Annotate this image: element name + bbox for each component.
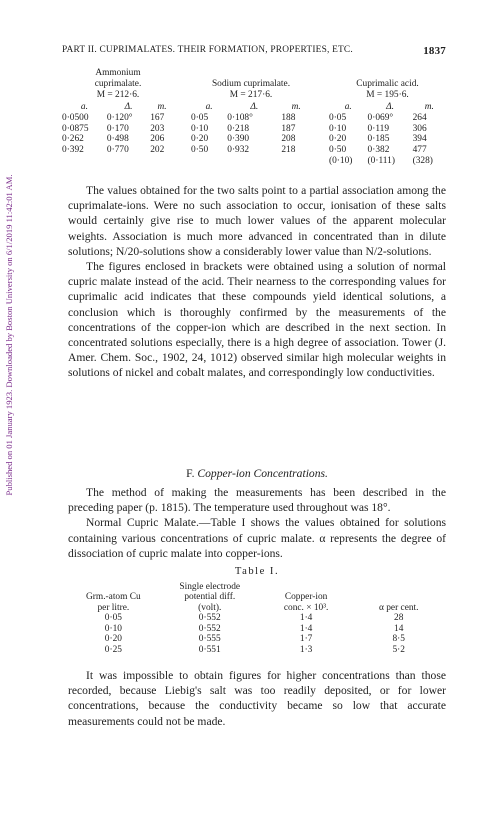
header-row: Grm.-atom Cu potential diff. Copper-ion	[86, 592, 328, 603]
table-row: 0·10 0·119 306	[329, 123, 427, 134]
body-text-3	[68, 668, 446, 729]
table-row: 0·05 0·552 1·4 28	[104, 613, 404, 624]
table-row: 0·10 0·552 1·4 14	[104, 623, 404, 634]
column-headers: a. Δ. m.	[80, 102, 167, 112]
header-row: per litre. (volt). conc. × 10³. α per cent.	[97, 602, 419, 613]
table-caption: Sodium cuprimalate. M = 217·6.	[211, 79, 291, 100]
table-row: 0·262 0·498 206	[62, 134, 165, 145]
paragraph: The method of making the measurements has been described in the preceding paper (p. 1815). The temperature used throughout was 18°.	[68, 486, 446, 515]
table-row: 0·05 0·108° 188	[191, 112, 296, 123]
table-row: 0·0500 0·120° 167	[62, 112, 165, 123]
download-watermark: Published on 01 January 1923. Downloaded by Boston University on 6/1/2019 11:42:01 AM.	[4, 174, 14, 496]
ammonium-cuprimalate-table	[62, 68, 174, 156]
table-row: 0·0875 0·170 203	[62, 123, 165, 134]
cuprimalic-acid-table	[329, 68, 446, 167]
paragraph: It was impossible to obtain figures for higher concentrations than those recorded, because Liebig's salt was too readily deposited, or for lower concentrations, because the conductivity became so low that accurate measurements could not be made.	[68, 669, 446, 728]
header-row: Single electrode	[179, 582, 241, 592]
body-text-1	[68, 183, 446, 381]
table-row: 0·10 0·218 187	[191, 123, 296, 134]
column-headers: a. Δ. m.	[205, 102, 301, 112]
page-number: 1837	[423, 45, 446, 57]
table-caption: Cuprimalic acid. M = 195·6.	[356, 79, 419, 100]
body-text-2	[68, 485, 446, 561]
paragraph: The values obtained for the two salts point to a partial association among the cuprimalate-ions. Were no such association to occur, ionisation of these salts would certainly give rise to much lower values of the apparent molecular weights. Association is much more advanced in concentrated than in dilute solutions; N/20-solutions show a considerably lower value than N/2-solutions.	[68, 184, 446, 258]
paragraph: Normal Cupric Malate.—Table I shows the values obtained for solutions containing various concentrations of cupric malate. α represents the degree of dissociation of cupric malate into copper-ions.	[68, 516, 446, 560]
table-row: 0·20 0·555 1·7 8·5	[104, 634, 405, 645]
table-row: 0·05 0·069° 264	[329, 112, 427, 123]
running-header	[62, 45, 446, 57]
table-1	[68, 582, 446, 656]
table-row: 0·50 0·382 477	[329, 145, 427, 156]
table-row: 0·20 0·390 208	[191, 134, 296, 145]
table-caption: Ammonium cuprimalate. M = 212·6.	[94, 68, 142, 100]
table-row: (0·10) (0·111) (328)	[329, 155, 433, 166]
running-title: PART II. CUPRIMALATES. THEIR FORMATION, PROPERTIES, ETC.	[62, 45, 353, 55]
column-headers: a. Δ. m.	[344, 102, 434, 112]
sodium-cuprimalate-table	[191, 68, 311, 156]
table-row: 0·20 0·185 394	[329, 134, 427, 145]
paragraph: The figures enclosed in brackets were obtained using a solution of normal cupric malate instead of the acid. Their nearness to the corresponding values for cuprimalic acid indicates that these compounds yield identical solutions, a conclusion which is thoroughly confirmed by the measurements of the concentrations of the copper-ion which are described in the next section. In concentrated solutions especially, there is a high degree of association. Tower (J. Amer. Chem. Soc., 1902, 24, 1012) observed similar high molecular weights in solutions of nickel and cobalt malates, and correspondingly low conductivities.	[68, 260, 446, 380]
table-title: Table I.	[234, 566, 280, 577]
table-row: 0·392 0·770 202	[62, 145, 165, 156]
table-row: 0·50 0·932 218	[191, 145, 296, 156]
section-heading: F. Copper-ion Concentrations.	[186, 467, 328, 480]
table-row: 0·25 0·551 1·3 5·2	[104, 645, 405, 655]
